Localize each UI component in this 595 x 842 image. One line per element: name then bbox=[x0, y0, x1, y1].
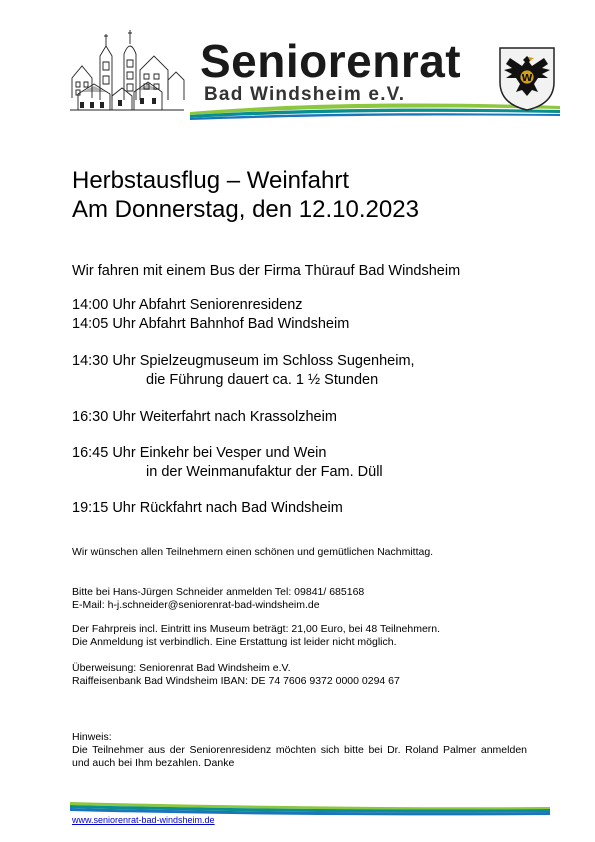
schedule-item bbox=[72, 352, 415, 371]
schedule-time: 19:15 Uhr bbox=[72, 500, 136, 516]
contact-line: Bitte bei Hans-Jürgen Schneider anmelden Tel: 09841/ 685168 bbox=[72, 586, 365, 598]
email-label: E-Mail: bbox=[72, 599, 105, 611]
hinweis-text: Die Teilnehmer aus der Seniorenresidenz möchten sich bitte bei Dr. Roland Palmer anmelden und auch bei Ihm bezahlen. Danke bbox=[72, 744, 527, 769]
website-link[interactable]: www.seniorenrat-bad-windsheim.de bbox=[72, 815, 215, 825]
org-subtitle: Bad Windsheim e.V. bbox=[204, 84, 406, 105]
price-line: Der Fahrpreis incl. Eintritt ins Museum beträgt: 21,00 Euro, bei 48 Teilnehmern. bbox=[72, 623, 441, 635]
email-link[interactable]: h-j.schneider@seniorenrat-bad-windsheim.de bbox=[107, 599, 320, 611]
schedule-item bbox=[72, 444, 326, 463]
schedule-item bbox=[72, 499, 343, 518]
iban-line: Raiffeisenbank Bad Windsheim IBAN: DE 74 7606 9372 0000 0294 67 bbox=[72, 675, 400, 687]
schedule-time: 14:00 Uhr bbox=[72, 297, 136, 313]
hinweis-label: Hinweis: bbox=[72, 731, 112, 743]
bank-line: Überweisung: Seniorenrat Bad Windsheim e.V. bbox=[72, 662, 291, 674]
schedule-time: 14:05 Uhr bbox=[72, 316, 136, 332]
org-name: Seniorenrat bbox=[200, 35, 462, 87]
schedule-text: Abfahrt Seniorenresidenz bbox=[138, 297, 303, 313]
schedule-text: Weiterfahrt nach Krassolzheim bbox=[139, 409, 337, 425]
eagle-crest-icon bbox=[498, 46, 556, 112]
page-title bbox=[72, 166, 419, 224]
schedule-subtext: die Führung dauert ca. 1 ½ Stunden bbox=[146, 372, 379, 388]
title-line-1: Herbstausflug – Weinfahrt bbox=[72, 167, 350, 194]
schedule-text: Spielzeugmuseum im Schloss Sugenheim, bbox=[139, 353, 415, 369]
bus-info: Wir fahren mit einem Bus der Firma Thürauf Bad Windsheim bbox=[72, 263, 461, 279]
title-line-2: Am Donnerstag, den 12.10.2023 bbox=[72, 196, 419, 223]
schedule-item bbox=[72, 408, 337, 427]
terms-line: Die Anmeldung ist verbindlich. Eine Erstattung ist leider nicht möglich. bbox=[72, 636, 397, 648]
schedule-time: 16:30 Uhr bbox=[72, 409, 136, 425]
schedule-item bbox=[72, 315, 349, 334]
schedule-time: 16:45 Uhr bbox=[72, 445, 136, 461]
wish-text: Wir wünschen allen Teilnehmern einen schönen und gemütlichen Nachmittag. bbox=[72, 546, 434, 558]
schedule-text: Rückfahrt nach Bad Windsheim bbox=[139, 500, 343, 516]
crest-letter: W bbox=[521, 73, 533, 84]
schedule-text: Abfahrt Bahnhof Bad Windsheim bbox=[138, 316, 350, 332]
schedule-subtext: in der Weinmanufaktur der Fam. Düll bbox=[146, 464, 383, 480]
contact-email-line bbox=[72, 599, 320, 612]
schedule-text: Einkehr bei Vesper und Wein bbox=[139, 445, 327, 461]
schedule-time: 14:30 Uhr bbox=[72, 353, 136, 369]
town-skyline-illustration bbox=[68, 26, 186, 112]
schedule-item bbox=[72, 296, 303, 315]
footer-swoosh-graphic bbox=[70, 798, 550, 816]
